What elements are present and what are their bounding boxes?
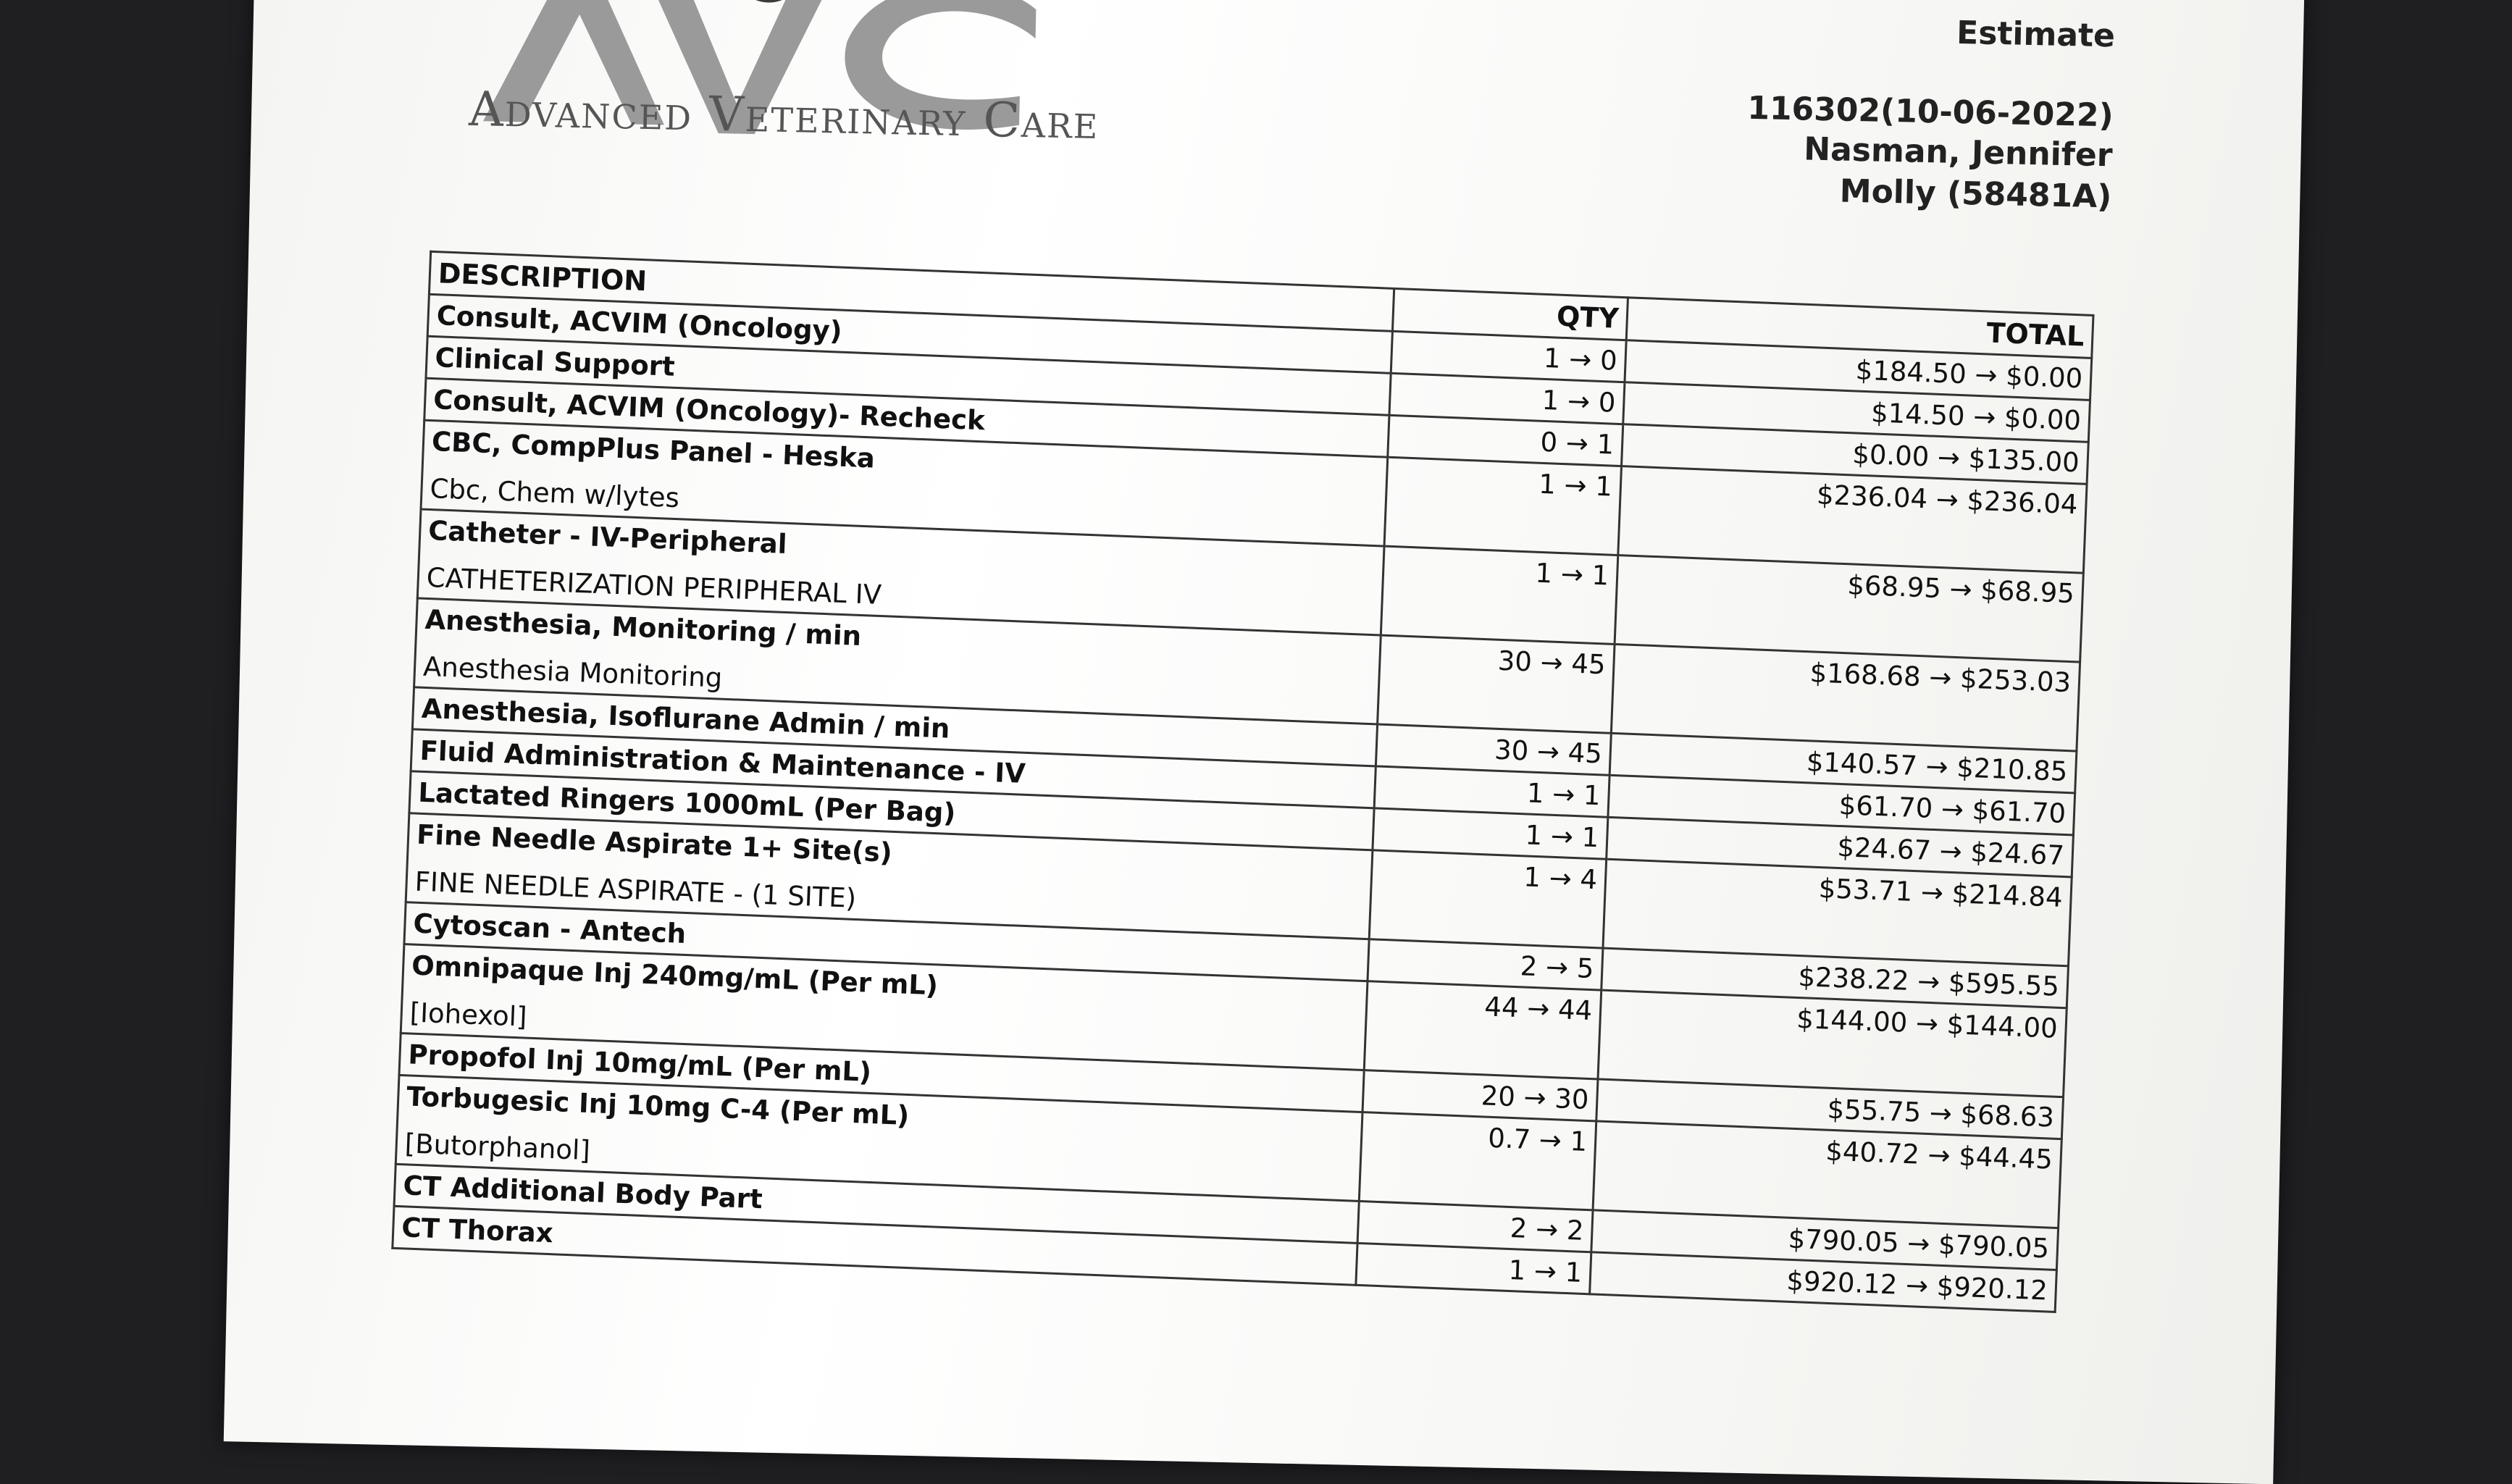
item-name: CT Additional Body Part: [402, 1170, 763, 1215]
row-qty: 1 → 1: [1381, 546, 1617, 644]
item-name: Fluid Administration & Maintenance - IV: [419, 734, 1026, 789]
row-total: $168.68 → $253.03: [1611, 644, 2080, 751]
row-qty: 1 → 1: [1384, 457, 1621, 555]
patient-name: Molly (58481A): [1839, 172, 2112, 216]
row-total: $61.70 → $61.70: [1608, 775, 2075, 835]
row-qty: 30 → 45: [1376, 724, 1611, 775]
row-total: $40.72 → $44.45: [1593, 1121, 2061, 1228]
row-total: $236.04 → $236.04: [1618, 466, 2087, 574]
item-name: Fine Needle Aspirate 1+ Site(s): [416, 818, 893, 868]
row-qty: 20 → 30: [1362, 1070, 1598, 1121]
item-name: Lactated Ringers 1000mL (Per Bag): [417, 776, 957, 829]
item-detail: CATHETERIZATION PERIPHERAL IV: [426, 561, 882, 611]
item-name: Consult, ACVIM (Oncology): [435, 300, 843, 347]
item-name: Torbugesic Inj 10mg C-4 (Per mL): [406, 1081, 910, 1132]
row-total: $24.67 → $24.67: [1607, 817, 2074, 877]
item-name: Consult, ACVIM (Oncology)- Recheck: [432, 384, 986, 437]
row-qty: 1 → 0: [1389, 373, 1625, 424]
item-name: Anesthesia, Monitoring / min: [424, 603, 862, 652]
document-title: Estimate: [1956, 14, 2116, 55]
owner-name: Nasman, Jennifer: [1803, 130, 2114, 175]
row-total: $68.95 → $68.95: [1615, 556, 2083, 663]
invoice-number: 116302(10-06-2022): [1746, 89, 2114, 135]
row-qty: 30 → 45: [1378, 635, 1615, 733]
item-name: Clinical Support: [434, 342, 676, 382]
col-total: TOTAL: [1626, 298, 2093, 359]
row-total: $55.75 → $68.63: [1596, 1079, 2064, 1139]
row-qty: 1 → 0: [1391, 331, 1626, 382]
row-total: $184.50 → $0.00: [1625, 340, 2092, 401]
row-qty: 0 → 1: [1388, 415, 1623, 466]
row-qty: 1 → 1: [1374, 766, 1609, 817]
row-qty: 2 → 5: [1368, 939, 1603, 990]
item-name: CBC, CompPlus Panel - Heska: [431, 426, 876, 474]
row-total: $0.00 → $135.00: [1622, 424, 2089, 485]
row-total: $790.05 → $790.05: [1591, 1210, 2059, 1270]
row-total: $14.50 → $0.00: [1623, 382, 2090, 443]
item-name: CT Thorax: [401, 1212, 554, 1249]
row-total: $140.57 → $210.85: [1609, 733, 2077, 793]
item-name: Omnipaque Inj 240mg/mL (Per mL): [411, 949, 939, 1002]
item-detail: [Iohexol]: [409, 997, 528, 1033]
col-description: DESCRIPTION: [429, 251, 1394, 331]
estimate-paper: [224, 0, 2305, 1484]
item-name: Cytoscan - Antech: [412, 907, 687, 950]
estimate-table: [391, 251, 2094, 1313]
item-detail: Anesthesia Monitoring: [422, 650, 724, 694]
row-qty: 1 → 1: [1373, 808, 1608, 859]
row-qty: 0.7 → 1: [1359, 1112, 1596, 1210]
item-detail: Cbc, Chem w/lytes: [429, 473, 680, 514]
item-name: Catheter - IV-Peripheral: [427, 514, 788, 560]
row-total: $144.00 → $144.00: [1598, 990, 2067, 1097]
row-qty: 1 → 1: [1356, 1243, 1591, 1294]
row-qty: 2 → 2: [1357, 1201, 1593, 1252]
item-name: Anesthesia, Isoflurane Admin / min: [421, 692, 951, 745]
item-detail: FINE NEEDLE ASPIRATE - (1 SITE): [414, 865, 857, 914]
item-detail: [Butorphanol]: [404, 1128, 591, 1167]
brand-name: Advanced Veterinary Care: [468, 80, 1100, 151]
row-total: $920.12 → $920.12: [1590, 1252, 2057, 1312]
row-total: $238.22 → $595.55: [1602, 948, 2069, 1008]
col-qty: QTY: [1392, 288, 1628, 340]
row-qty: 1 → 4: [1369, 850, 1606, 948]
row-qty: 44 → 44: [1364, 981, 1601, 1079]
item-name: Propofol Inj 10mg/mL (Per mL): [407, 1039, 872, 1088]
row-total: $53.71 → $214.84: [1603, 859, 2072, 966]
